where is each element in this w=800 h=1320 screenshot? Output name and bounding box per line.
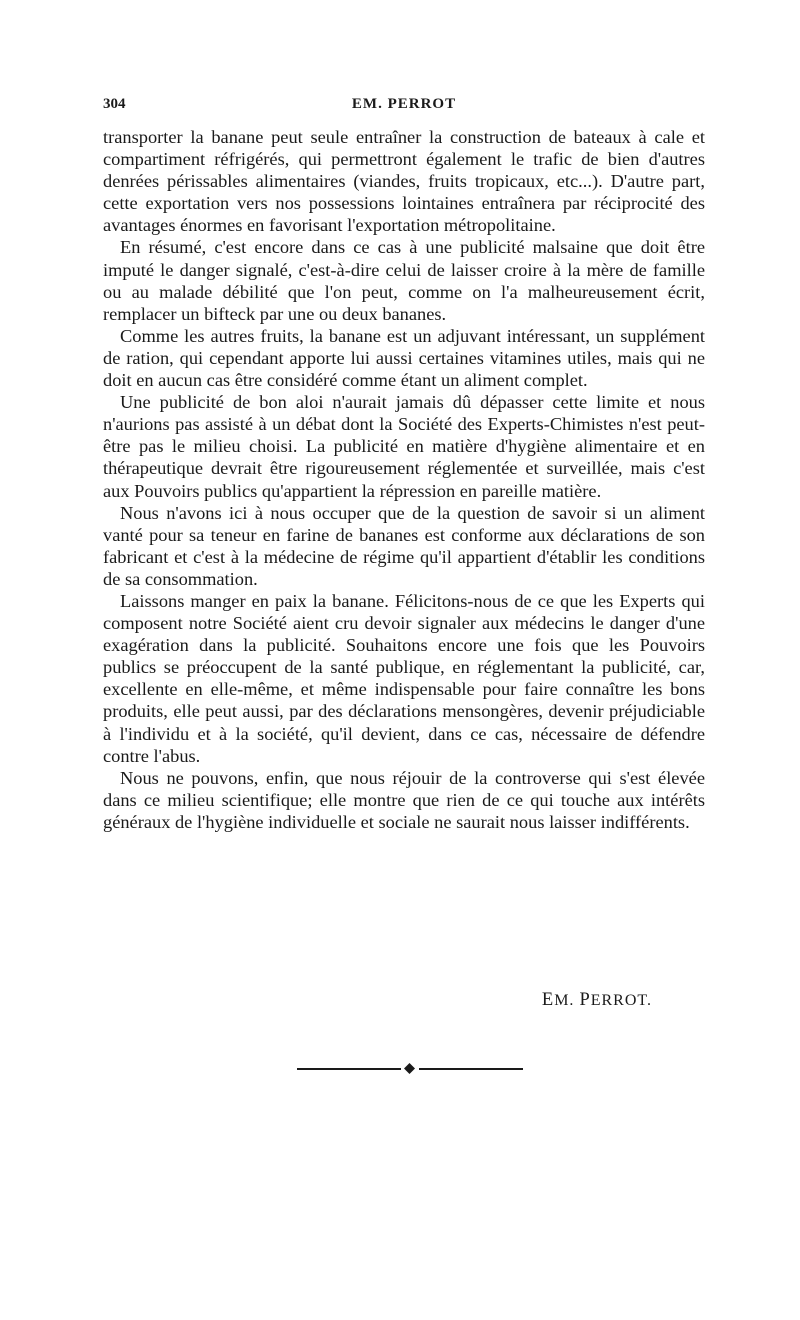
signature-part: ERROT. xyxy=(590,992,652,1009)
diamond-icon xyxy=(404,1063,415,1074)
signature-initial: P xyxy=(579,990,591,1010)
paragraph: Nous ne pouvons, enfin, que nous réjouir de la controverse qui s'est élevée dans ce milieu scientifique; elle montre que rien de ce qui touche aux intérêts généraux de l'hygiène individuelle et sociale ne saurait nous laisser indifférents. xyxy=(103,767,705,832)
section-end-ornament xyxy=(297,1062,523,1076)
author-signature xyxy=(542,990,652,1011)
signature-initial: E xyxy=(541,990,555,1010)
paragraph: En résumé, c'est encore dans ce cas à une publicité malsaine que doit être imputé le danger signalé, c'est-à-dire celui de laisser croire à la mère de famille ou au malade débilité que l'on peut, comme on l'a malheureusement écrit, remplacer un bifteck par une ou deux bananes. xyxy=(103,237,705,324)
paragraph: Une publicité de bon aloi n'aurait jamais dû dépasser cette limite et nous n'aurions pas assisté à un débat dont la Société des Experts-Chimistes n'est peut-être pas le milieu choisi. La publicité en matière d'hygiène alimentaire et en thérapeutique devrait être rigoureusement réglementée et surveillée, mais c'est aux Pouvoirs publics qu'appartient la répression en pareille matière. xyxy=(103,392,705,501)
ornament-rule-left xyxy=(297,1068,401,1070)
running-head xyxy=(103,96,705,116)
paragraph: Laissons manger en paix la banane. Félicitons-nous de ce que les Experts qui composent notre Société aient cru devoir signaler aux médecins le danger d'une exagération dans la publicité. Souhaitons encore une fois que les Pouvoirs publics se préoccupent de la santé publique, en réglementant la publicité, car, excellente en elle-même, et même indispensable pour faire connaître les bons produits, elle peut aussi, par des déclarations mensongères, devenir préjudiciable à l'individu et à la société, qu'il devient, dans ce cas, nécessaire de défendre contre l'abus. xyxy=(103,590,705,766)
ornament-rule-right xyxy=(419,1068,523,1070)
paragraph: Nous n'avons ici à nous occuper que de la question de savoir si un aliment vanté pour sa teneur en farine de bananes est conforme aux déclarations de son fabricant et c'est à la médecine de régime qu'il appartient d'établir les conditions de sa consommation. xyxy=(103,502,705,589)
signature-part: M. xyxy=(554,992,575,1009)
paragraph: Comme les autres fruits, la banane est un adjuvant intéressant, un supplément de ration, qui cependant apporte lui aussi certaines vitamines utiles, mais qui ne doit en aucun cas être considéré comme étant un aliment complet. xyxy=(103,325,705,391)
page-number: 304 xyxy=(103,96,126,112)
paragraph: transporter la banane peut seule entraîner la construction de bateaux à cale et compartiment réfrigérés, qui permettront également le trafic de bien d'autres denrées périssables alimentaires (viandes, fruits tropicaux, etc...). D'autre part, cette exportation vers nos possessions lointaines entraînera par réciprocité des avantages énormes en favorisant l'exportation métropolitaine. xyxy=(103,127,705,236)
running-title: EM. PERROT xyxy=(351,96,457,112)
article-body xyxy=(103,126,705,833)
